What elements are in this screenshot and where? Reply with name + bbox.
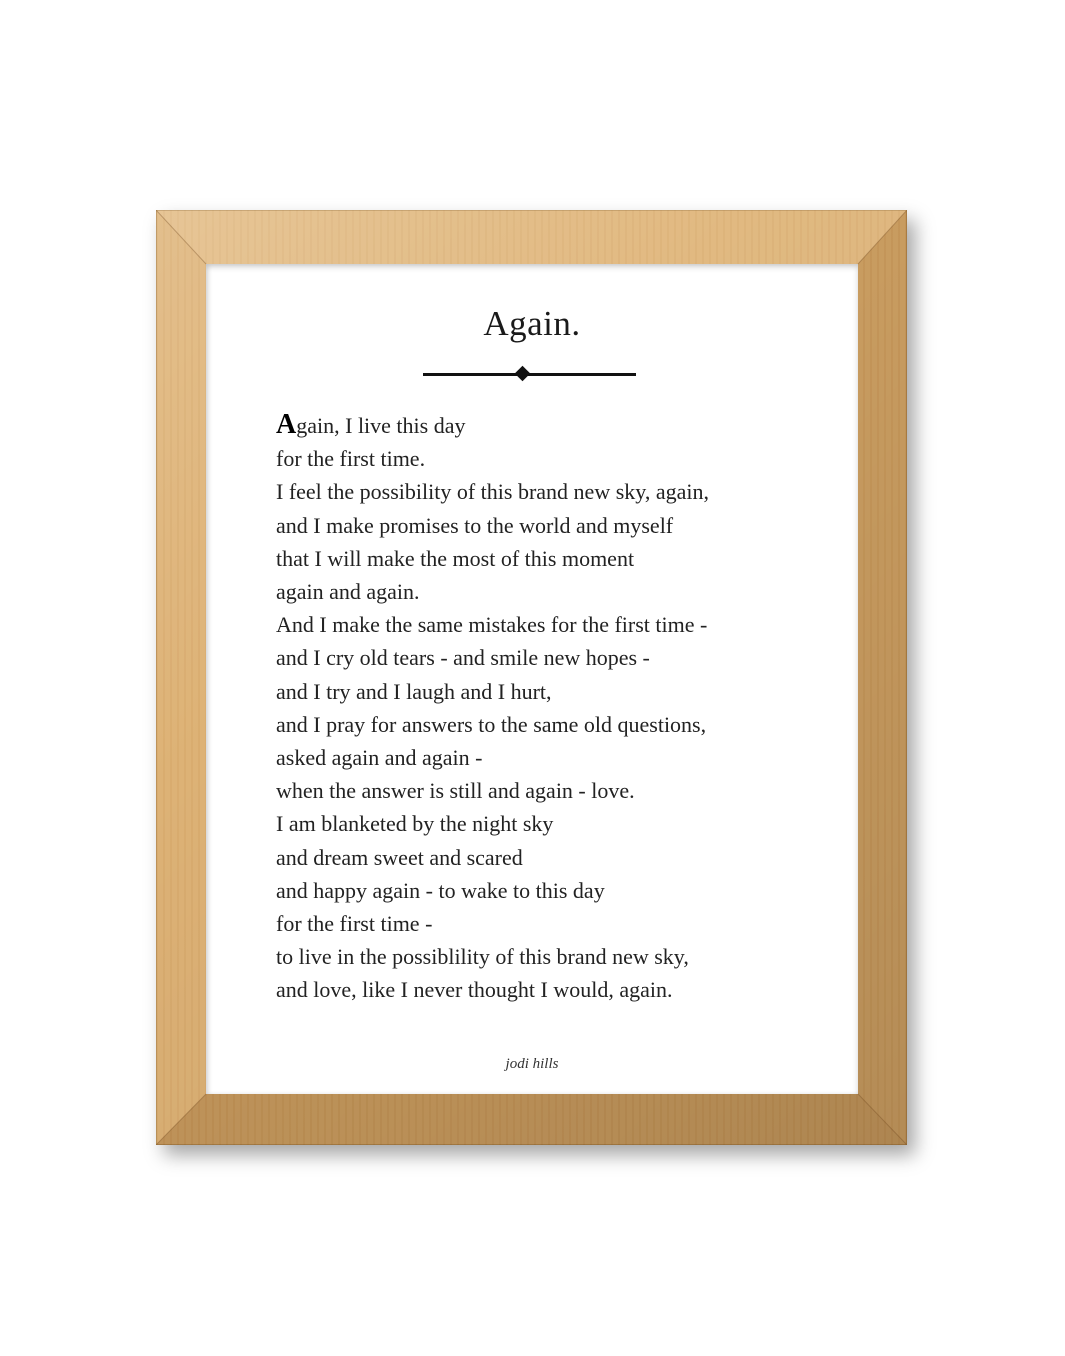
poem-line: and happy again - to wake to this day	[276, 877, 605, 903]
poem-line: and I make promises to the world and myself	[276, 512, 674, 538]
poem-line: for the first time.	[276, 446, 426, 472]
poem-line: and love, like I never thought I would, again.	[276, 977, 673, 1003]
poem-line: asked again and again -	[276, 745, 483, 771]
poem-line: when the answer is still and again - love.	[276, 778, 635, 804]
poem-line: that I will make the most of this moment	[276, 545, 635, 571]
diamond-ornament-icon	[515, 366, 531, 382]
poem-line: I am blanketed by the night sky	[276, 811, 554, 837]
poem-line: and dream sweet and scared	[276, 844, 523, 870]
poem-line: for the first time -	[276, 911, 433, 937]
poem-body	[276, 408, 836, 1007]
title-divider	[423, 364, 636, 384]
poem-line: and I pray for answers to the same old questions,	[276, 711, 707, 737]
poem-title: Again.	[483, 304, 581, 343]
author-signature: jodi hills	[505, 1056, 559, 1072]
poem-line: to live in the possiblility of this brand new sky,	[276, 944, 689, 970]
poem-line: again and again.	[276, 579, 420, 605]
poem-line: And I make the same mistakes for the first time -	[276, 612, 708, 638]
poem-line: and I cry old tears - and smile new hopes -	[276, 645, 650, 671]
poem-line: I feel the possibility of this brand new sky, again,	[276, 479, 709, 505]
drop-cap: A	[276, 409, 297, 440]
poem-print	[206, 264, 858, 1094]
first-line-text: gain, I live this day	[296, 413, 466, 438]
poem-line: and I try and I laugh and I hurt,	[276, 678, 552, 704]
poem-line	[276, 408, 836, 442]
